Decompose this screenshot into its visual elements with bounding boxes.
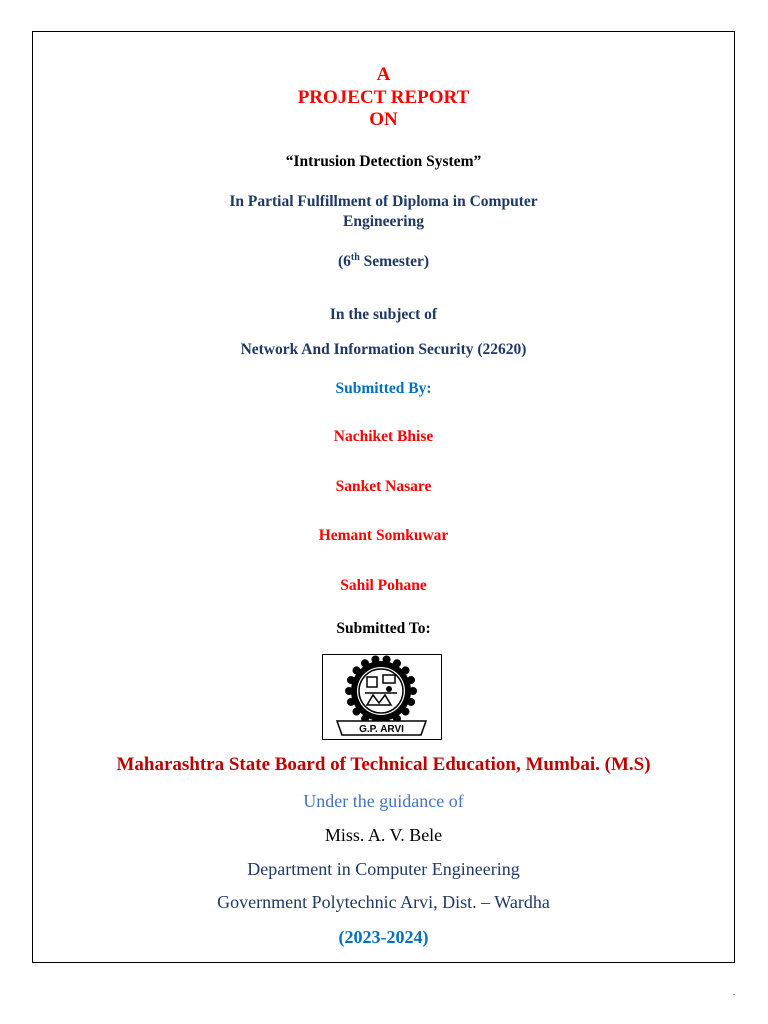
title-line-a: A (376, 64, 391, 85)
title-line-on: ON (369, 109, 398, 130)
student-name: Sanket Nasare (335, 478, 432, 495)
student-name: Sahil Pohane (340, 577, 427, 594)
gear-tooth (352, 708, 360, 716)
gear-tooth (407, 676, 415, 684)
title-project-report: PROJECT REPORT (297, 87, 470, 108)
subject-name: Network And Information Security (22620) (240, 341, 527, 358)
logo-text: G.P. ARVI (359, 724, 404, 735)
student-name: Nachiket Bhise (333, 428, 434, 445)
institute: Government Polytechnic Arvi, Dist. – Wardha (217, 892, 550, 912)
department: Department in Computer Engineering (247, 859, 520, 879)
semester (32, 253, 735, 271)
guide-name: Miss. A. V. Bele (324, 825, 443, 845)
college-logo (322, 654, 442, 740)
gear-tooth (347, 698, 355, 706)
fulfillment-line-1: In Partial Fulfillment of Diploma in Computer (229, 193, 538, 210)
gear-emblem-icon (323, 655, 440, 738)
submitted-to-label: Submitted To: (336, 620, 431, 637)
gear-tooth (409, 687, 417, 695)
guidance-label: Under the guidance of (303, 791, 464, 811)
subject-label: In the subject of (329, 306, 438, 323)
gear-tooth (361, 659, 369, 667)
gear-tooth (345, 687, 353, 695)
academic-year: (2023-2024) (338, 927, 429, 947)
board-name: Maharashtra State Board of Technical Education, Mumbai. (M.S) (116, 754, 651, 775)
gear-tooth (352, 666, 360, 674)
submitted-by-label: Submitted By: (335, 380, 432, 397)
gear-tooth (383, 655, 391, 663)
gear-tooth (402, 666, 410, 674)
corner-mark: . (733, 988, 736, 997)
student-name: Hemant Somkuwar (318, 527, 449, 544)
semester-suffix: Semester) (359, 253, 430, 270)
gear-tooth (371, 655, 379, 663)
semester-prefix: (6 (337, 253, 351, 270)
gear-tooth (347, 676, 355, 684)
project-name: “Intrusion Detection System” (285, 153, 482, 170)
fulfillment-line-2: Engineering (343, 213, 424, 230)
gear-tooth (402, 708, 410, 716)
semester-sup: th (350, 251, 360, 263)
gear-tooth (407, 698, 415, 706)
gear-tooth (393, 659, 401, 667)
